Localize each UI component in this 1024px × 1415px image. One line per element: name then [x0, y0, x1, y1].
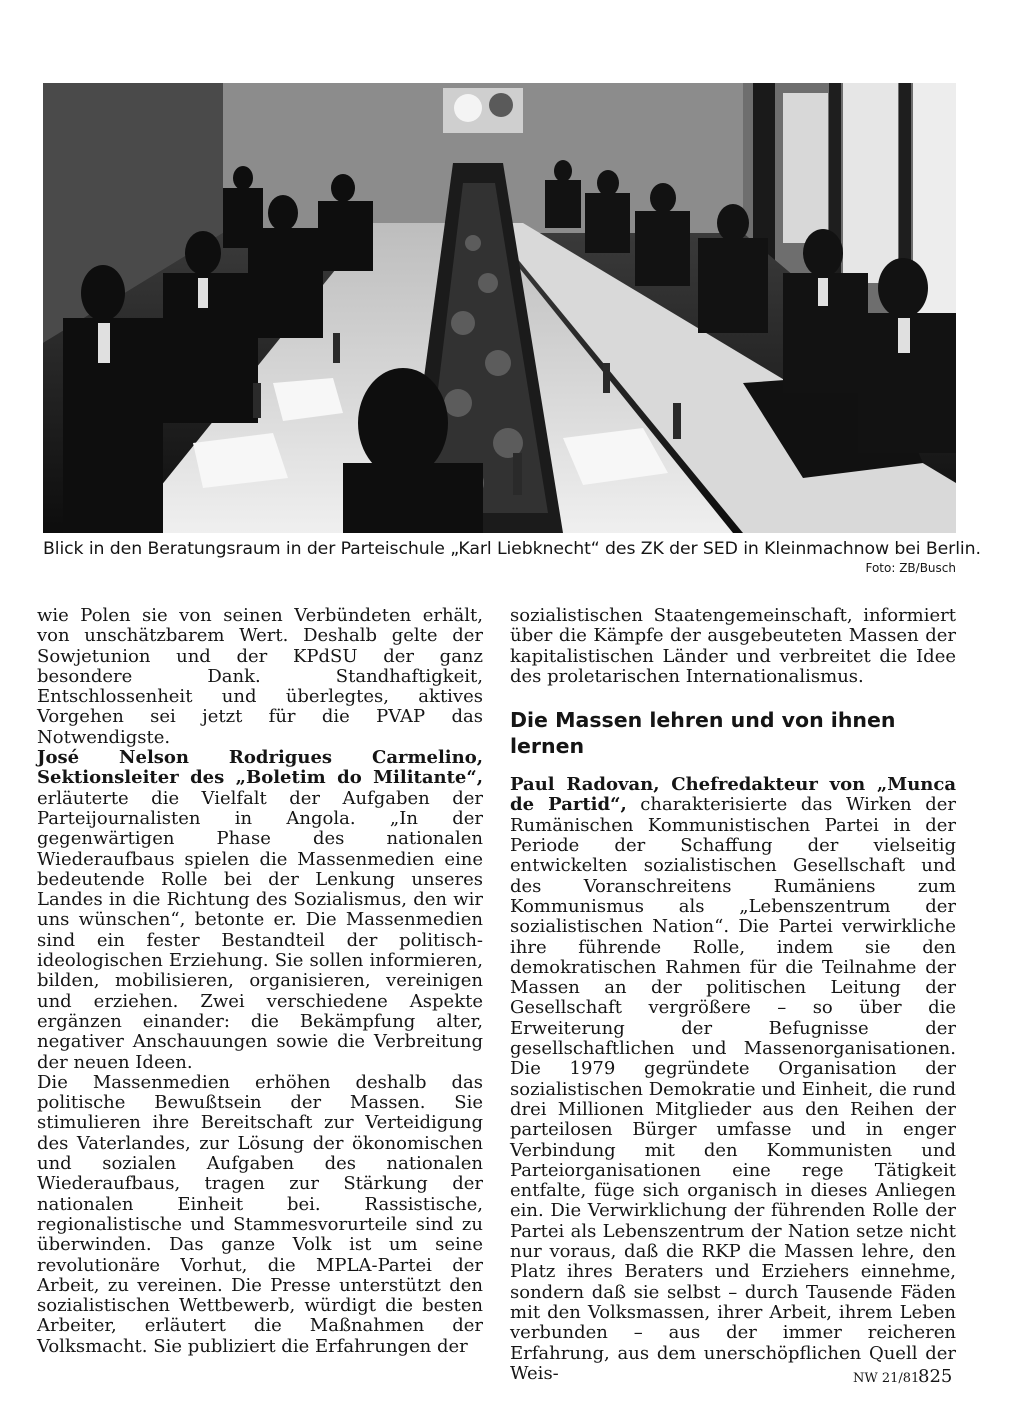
speaker-name: Paul Radovan, Chefredakteur von „Munca de Partid“,: [510, 774, 956, 816]
section-heading: Die Massen lehren und von ihnen lernen: [510, 708, 896, 759]
paragraph-text: charakterisierte das Wirken der Rumänischen Kommunistischen Partei in der Periode der Schaffung der vielseitig entwickelten sozialistischen Gesellschaft und des Voranschreitens Rumäniens zum Kommunismus als „Lebenszentrum der sozialistischen Nation“. Die Partei verwirkliche ihre führende Rolle, indem sie den demokratischen Rahmen für die Teilnahme der Massen an der politischen Leitung der Gesellschaft vergrößere – so über die Erweiterung der Befugnisse der gesellschaftlichen und Massenorganisationen. Die 1979 gegründete Organisation der sozialistischen Demokratie und Einheit, die rund drei Millionen Mitglieder aus den Reihen der parteilosen Bürger umfasse und in enger Verbindung mit den Kommunisten und Parteiorganisationen eine rege Tätigkeit entfalte, füge sich organisch in dieses Anliegen ein. Die Verwirklichung der führenden Rolle der Partei als Lebenszentrum der Nation setze nicht nur voraus, daß die RKP die Massen lehre, den Platz ihres Beraters und Erziehers einnehme, sondern daß sie selbst – durch Tausende Fäden mit den Volksmassen, ihrer Arbeit, ihrem Leben verbunden – aus der immer reicheren Erfahrung, aus dem unerschöpflichen Quell der Weis-: [510, 794, 956, 1384]
left-column: [37, 606, 483, 1357]
meeting-room-photo: [43, 83, 956, 533]
paragraph: [37, 748, 483, 1073]
paragraph: sozialistischen Staatengemeinschaft, informiert über die Kämpfe der ausgebeuteten Massen der kapitalistischen Länder und verbreitet die Idee des proletarischen Internationalismus.: [510, 605, 956, 687]
paragraph: Die Massenmedien erhöhen deshalb das politische Bewußtsein der Massen. Sie stimulieren ihre Bereitschaft zur Verteidigung des Vaterlandes, zur Lösung der ökonomischen und sozialen Aufgaben des nationalen Wiederaufbaus, tragen zur Stärkung der nationalen Einheit bei. Rassistische, regionalistische und Stammesvorurteile sind zu überwinden. Das ganze Volk ist um seine revolutionäre Vorhut, die MPLA-Partei der Arbeit, zu vereinen. Die Presse unterstützt den sozialistischen Wettbewerb, würdigt die besten Arbeiter, erläutert die Maßnahmen der Volksmacht. Sie publiziert die Erfahrungen der: [37, 1071, 483, 1357]
photo-caption: Blick in den Beratungsraum in der Parteischule „Karl Liebknecht“ des ZK der SED in Kleinmachnow bei Berlin.: [43, 539, 981, 559]
issue-label: NW 21/81: [853, 1371, 920, 1386]
photo-credit: Foto: ZB/Busch: [865, 561, 956, 575]
right-column: [510, 606, 956, 1384]
paragraph: wie Polen sie von seinen Verbündeten erhält, von unschätzbarem Wert. Deshalb gelte der Sowjetunion und der KPdSU der ganz besondere Dank. Standhaftigkeit, Entschlossenheit und überlegtes, aktives Vorgehen sei jetzt für die PVAP das Notwendigste.: [37, 605, 483, 748]
paragraph-text: erläuterte die Vielfalt der Aufgaben der Parteijournalisten in Angola. „In der gegenwärtigen Phase des nationalen Wiederaufbaus spielen die Massenmedien eine bedeutende Rolle bei der Lenkung unseres Landes in die Richtung des Sozialismus, den wir uns wünschen“, betonte er. Die Massenmedien sind ein fester Bestandteil der politisch-ideologischen Erziehung. Sie sollen informieren, bilden, mobilisieren, organisieren, vereinigen und erziehen. Zwei verschiedene Aspekte ergänzen einander: die Bekämpfung alter, negativer Anschauungen sowie die Verbreitung der neuen Ideen.: [37, 787, 483, 1073]
speaker-name: José Nelson Rodrigues Carmelino, Sektionsleiter des „Boletim do Militante“,: [37, 747, 483, 789]
paragraph: [510, 775, 956, 1384]
page-number: 825: [918, 1366, 953, 1387]
